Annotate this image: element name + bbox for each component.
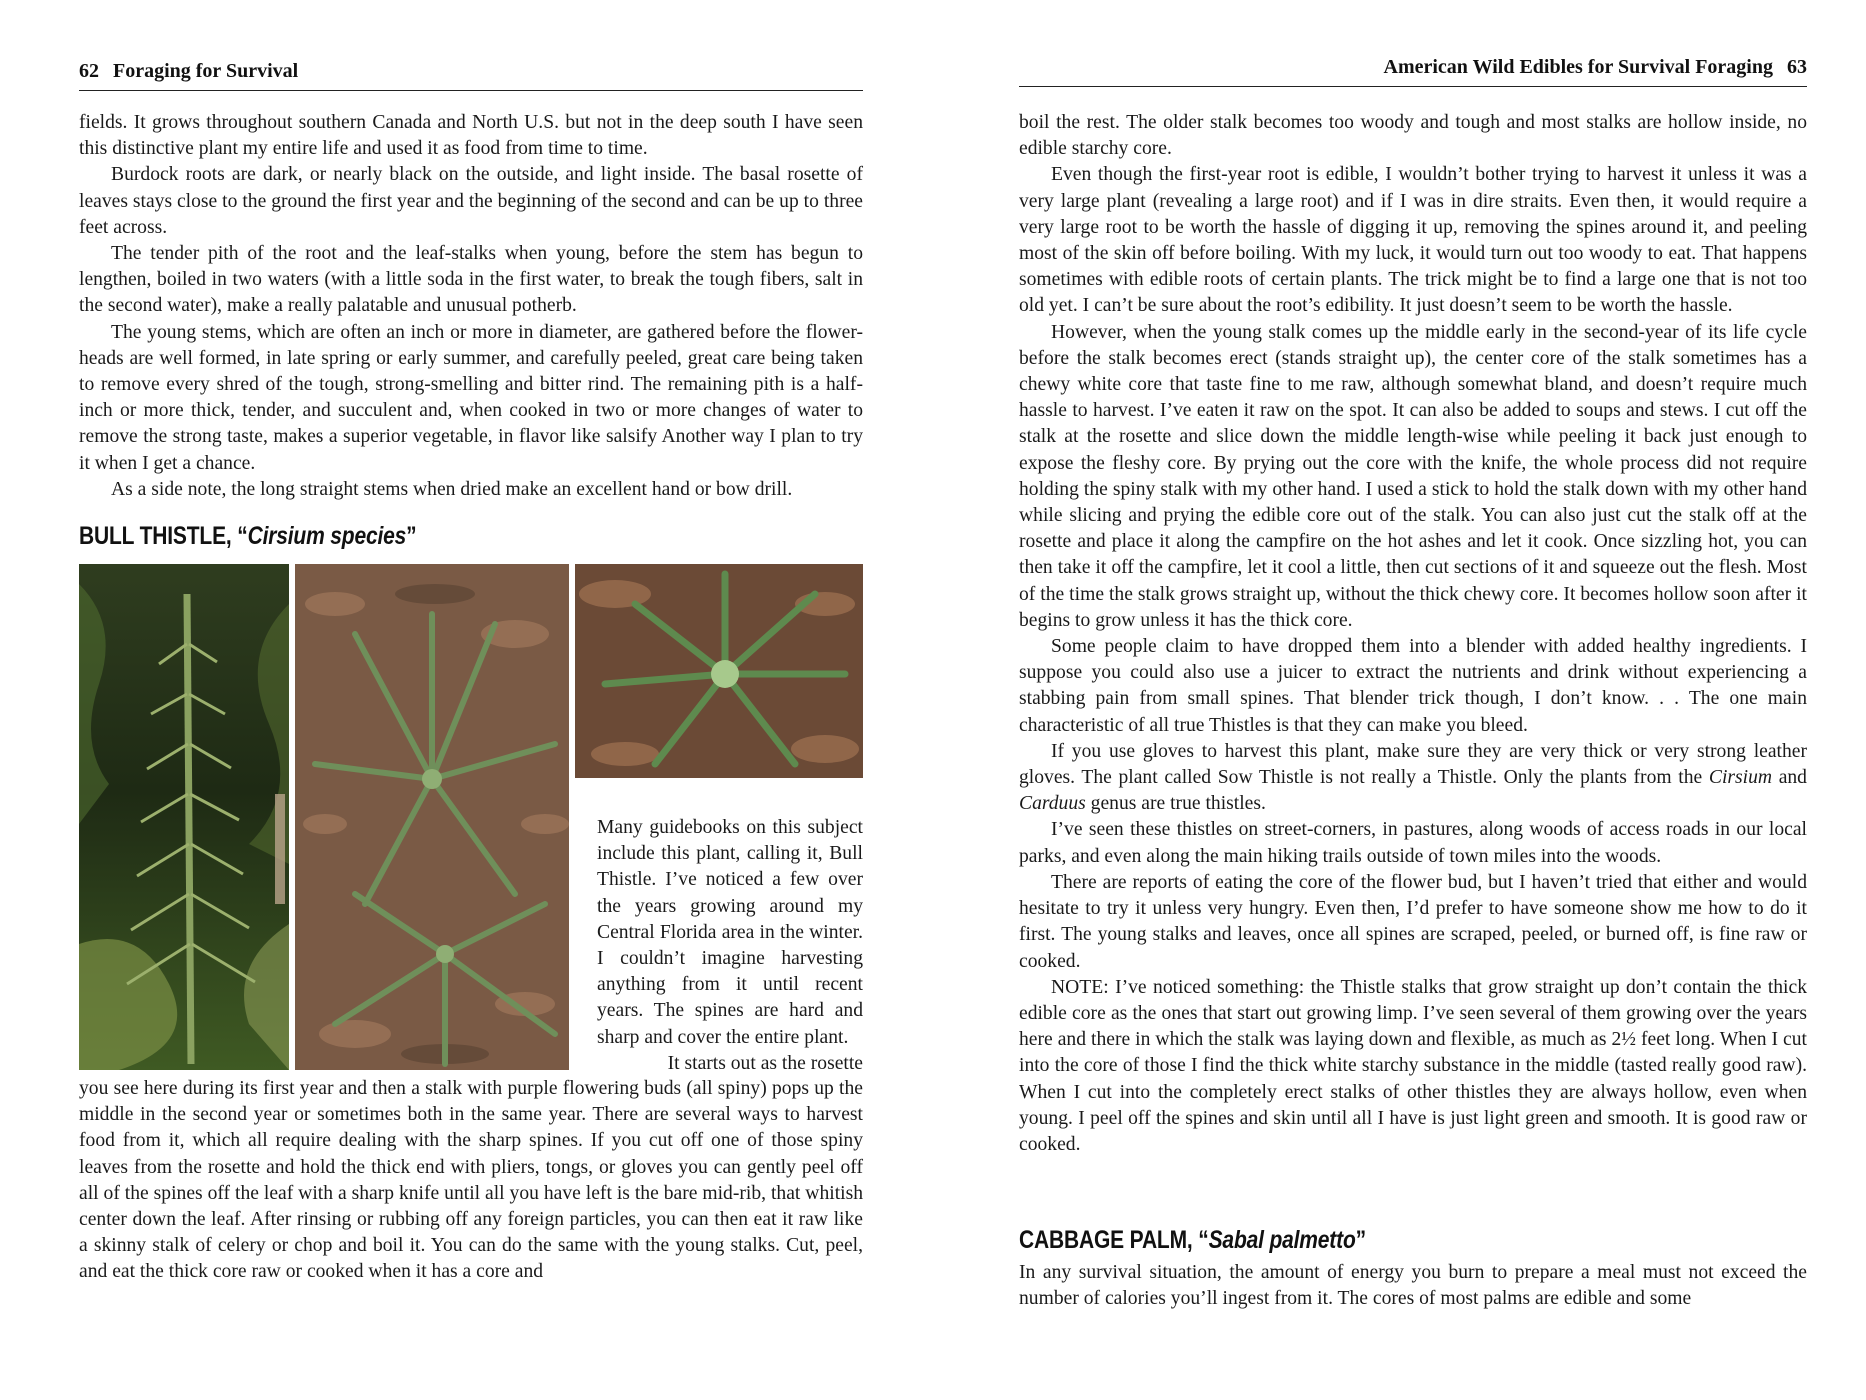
paragraph: you see here during its first year and then a stalk with purple flowering buds (all spiny) pops up the middle in the second year or sometimes both in the same year. There are several ways to harvest food from it, which all require dealing with the sharp spines. If you cut off one of those spiny leaves from the rosette and hold the thick end with pliers, tongs, or gloves you can gently peel off all of the spines off the leaf with a sharp knife until all you have left is the bare mid-rib, that whitish center down the leaf. After rinsing or rubbing off any foreign particles, you can then eat it raw like a skinny stalk of celery or chop and boil it. You can do the same with the young stalks. Cut, peel, and eat the thick core raw or cooked when it has a core and — [79, 1078, 863, 1283]
heading-name: BULL THISTLE, “ — [79, 522, 248, 550]
section-heading-bull-thistle — [79, 522, 416, 551]
heading-close-quote: ” — [406, 522, 417, 550]
paragraph: In any survival situation, the amount of energy you burn to prepare a meal must not exceed the number of calories you’ll ingest from it. The cores of most palms are edible and some — [1019, 1262, 1807, 1310]
genus-carduus: Carduus — [1019, 793, 1086, 815]
heading-close-quote: ” — [1355, 1226, 1366, 1254]
heading-name: CABBAGE PALM, “ — [1019, 1226, 1209, 1254]
right-main-text — [1019, 110, 1807, 1158]
left-running-header — [79, 60, 863, 91]
left-top-text — [79, 110, 863, 503]
left-page-number: 62 — [79, 60, 99, 82]
paragraph: Some people claim to have dropped them into a blender with added healthy ingredients. I suppose you could also use a juicer to extract the nutrients and drink without experiencing a stabbing pain from small spines. That blender trick though, I don’t know. . . The one main characteristic of all true Thistles is that they can make you bleed. — [1019, 636, 1807, 736]
genus-cirsium: Cirsium — [1708, 767, 1773, 789]
paragraph: The tender pith of the root and the leaf-stalks when young, before the stem has begun to lengthen, boiled in two waters (with a little soda in the first water, to break the tough fibers, salt in the second water), make a really palatable and unusual potherb. — [79, 243, 863, 317]
paragraph: As a side note, the long straight stems when dried make an excellent hand or bow drill. — [111, 478, 793, 500]
left-bottom-text — [79, 1076, 863, 1286]
right-header-title: American Wild Edibles for Survival Foraging — [1383, 56, 1773, 78]
paragraph: NOTE: I’ve noticed something: the Thistle stalks that grow straight up don’t contain the thick edible core as the ones that start out growing limp. I’ve seen several of them growing over the years here and there in which the stalk was laying down and flexible, as much as 2½ feet long. When I cut into the core of those I find the thick white starchy substance in the middle (tasted really good raw). When I cut into the completely erect stalks of other thistles they are always hollow, even when young. I peel off the spines and skin until all I have is just light green and smooth. It is good raw or cooked. — [1019, 976, 1807, 1155]
paragraph: Burdock roots are dark, or nearly black on the outside, and light inside. The basal rosette of leaves stays close to the ground the first year and the beginning of the second and can be up to three feet across. — [79, 164, 863, 238]
bull-thistle-rosette-closeup-photo — [575, 564, 863, 778]
section-heading-cabbage-palm — [1019, 1226, 1366, 1255]
paragraph: Many guidebooks on this subject include this plant, calling it, Bull Thistle. I’ve noticed a few over the years growing around my Central Florida area in the winter. I couldn’t imagine harvesting anything from it until recent years. The spines are hard and sharp and cover the entire plant. — [597, 817, 863, 1048]
left-page — [79, 0, 863, 1400]
paragraph: Even though the first-year root is edible, I wouldn’t bother trying to harvest it unless it was a very large plant (revealing a large root) and if I was in dire straits. Even then, it would require a very large root to be worth the hassle of digging it up, removing the spines around it, and peeling most of the skin off before boiling. With my luck, it would turn out too woody to eat. That happens sometimes with edible roots of certain plants. The trick might be to find a large one that is not too old yet. I can’t be sure about the root’s edibility. It just doesn’t seem to be worth the hassle. — [1019, 164, 1807, 317]
bull-thistle-rosette-on-leaves-photo — [295, 564, 569, 1070]
photo-wrap-text — [597, 815, 863, 1077]
paragraph-start: It starts out as the rosette — [667, 1052, 863, 1074]
left-header-title: Foraging for Survival — [113, 60, 299, 82]
paragraph: There are reports of eating the core of the flower bud, but I haven’t tried that either and would hesitate to try it unless very hungry. Even then, I’d prefer to have someone show me how to do it first. The young stalks and leaves, once all spines are scraped, peeled, or burned off, is fine raw or cooked. — [1019, 871, 1807, 972]
bull-thistle-tall-stalk-photo — [79, 564, 289, 1070]
paragraph: I’ve seen these thistles on street-corners, in pastures, along woods of access roads in our local parks, and even along the main hiking trails outside of town miles into the woods. — [1019, 819, 1807, 867]
paragraph: boil the rest. The older stalk becomes too woody and tough and most stalks are hollow inside, no edible starchy core. — [1019, 112, 1807, 160]
text-run: and — [1772, 767, 1807, 789]
right-page-number: 63 — [1787, 56, 1807, 78]
right-running-header — [1019, 56, 1807, 87]
text-run: genus are true thistles. — [1085, 793, 1266, 815]
heading-latin: Sabal palmetto — [1208, 1226, 1356, 1254]
text-run: If you use gloves to harvest this plant, make sure they are very thick or very strong leather gloves. The plant called Sow Thistle is not really a Thistle. Only the plants from the — [1019, 740, 1807, 789]
paragraph: However, when the young stalk comes up the middle early in the second-year of its life cycle before the stalk becomes erect (stands straight up), the center core of the stalk sometimes has a chewy white core that taste fine to me raw, although somewhat bland, and doesn’t require much hassle to harvest. I’ve eaten it raw on the spot. It can also be added to soups and stews. I cut off the stalk at the rosette and slice down the middle length-wise while peeling it back just enough to expose the fleshy core. By prying out the core with the knife, the whole process did not require holding the spiny stalk with my other hand. I used a stick to hold the stalk down with my other hand while slicing and prying the edible core out of the stalk. You can also just cut the stalk off at the rosette and place it along the campfire on the hot ashes and let it cook. Once sizzling hot, you can then take it off the campfire, let it cool a little, then cut sections of it and squeeze out the flesh. Most of the time the stalk grows straight up, without the thick chewy core. It becomes hollow soon after it begins to grow unless it has the thick core. — [1019, 321, 1807, 631]
right-closing-text — [1019, 1260, 1807, 1312]
paragraph-gloves — [1019, 739, 1807, 818]
heading-latin: Cirsium species — [247, 522, 407, 550]
paragraph: The young stems, which are often an inch or more in diameter, are gathered before the flower-heads are well formed, in late spring or early summer, and carefully peeled, great care being taken to remove every shred of the tough, strong-smelling and bitter rind. The remaining pith is a half-inch or more thick, tender, and succulent and, when cooked in two or more changes of water to remove the strong taste, makes a superior vegetable, in flavor like salsify Another way I plan to try it when I get a chance. — [79, 321, 863, 474]
right-page — [1019, 0, 1807, 1400]
paragraph: fields. It grows throughout southern Canada and North U.S. but not in the deep south I have seen this distinctive plant my entire life and used it as food from time to time. — [79, 112, 863, 160]
